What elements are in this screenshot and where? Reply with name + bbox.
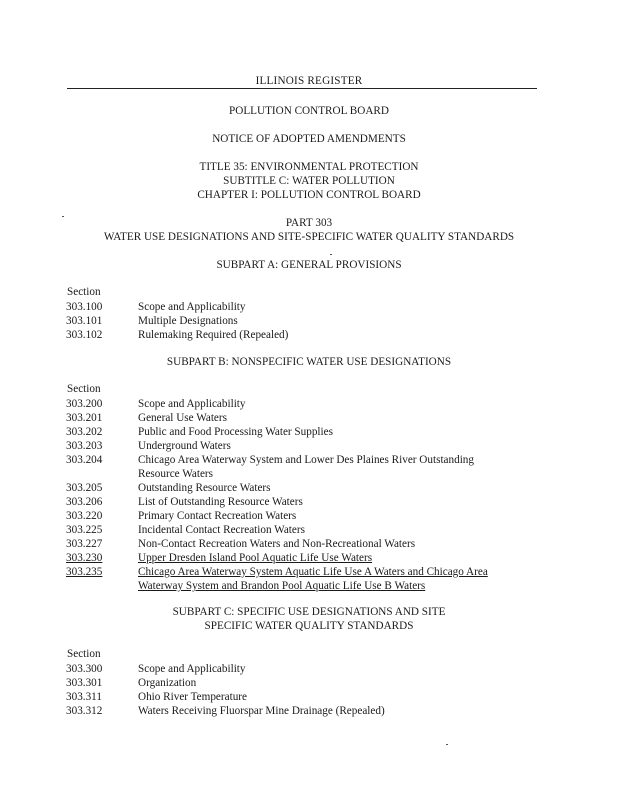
section-number: 303.202 [66,426,103,438]
section-number: 303.100 [66,301,103,313]
section-title: Underground Waters [138,440,231,452]
section-title: Rulemaking Required (Repealed) [138,329,289,341]
section-number: 303.220 [66,510,103,522]
section-title: Public and Food Processing Water Supplies [138,426,333,438]
section-title: Scope and Applicability [138,398,246,410]
section-title: Organization [138,677,197,689]
section-number: 303.206 [66,496,103,508]
subpart-c-heading-line1: SUBPART C: SPECIFIC USE DESIGNATIONS AND SITE [172,606,446,618]
section-number: 303.225 [66,524,103,536]
section-number: 303.312 [66,705,103,717]
part-heading [0,216,618,244]
section-number: 303.301 [66,677,103,689]
scan-speck [62,216,64,217]
section-label: Section [67,648,101,660]
section-title: Incidental Contact Recreation Waters [138,524,305,536]
section-number: 303.200 [66,398,103,410]
subtitle-line: SUBTITLE C: WATER POLLUTION [223,175,395,187]
section-number: 303.203 [66,440,103,452]
section-title: List of Outstanding Resource Waters [138,496,303,508]
part-number: PART 303 [285,217,333,229]
section-number: 303.101 [66,315,103,327]
section-title: Chicago Area Waterway System Aquatic Life Use A Waters and Chicago Area [138,566,488,578]
section-title: Scope and Applicability [138,301,246,313]
section-title: Chicago Area Waterway System and Lower Des Plaines River Outstanding [138,454,474,466]
section-number: 303.311 [66,691,102,703]
section-title: General Use Waters [138,412,227,424]
subpart-a-heading: SUBPART A: GENERAL PROVISIONS [216,259,402,271]
section-number: 303.201 [66,412,103,424]
subpart-c-heading-line2: SPECIFIC WATER QUALITY STANDARDS [204,620,414,632]
section-title: Outstanding Resource Waters [138,482,271,494]
notice-heading: NOTICE OF ADOPTED AMENDMENTS [212,133,406,145]
agency-heading: POLLUTION CONTROL BOARD [229,105,389,117]
section-number: 303.300 [66,663,103,675]
subpart-b-heading: SUBPART B: NONSPECIFIC WATER USE DESIGNATIONS [166,356,452,368]
register-header: ILLINOIS REGISTER [255,75,363,87]
section-number: 303.102 [66,329,103,341]
section-number: 303.227 [66,538,103,550]
section-number: 303.230 [66,552,103,564]
title-line: TITLE 35: ENVIRONMENTAL PROTECTION [199,161,419,173]
section-title-continued: Waterway System and Brandon Pool Aquatic Life Use B Waters [138,580,426,592]
section-number: 303.235 [66,566,103,578]
section-label: Section [67,286,101,298]
chapter-line: CHAPTER I: POLLUTION CONTROL BOARD [197,189,421,201]
section-title-continued: Resource Waters [138,468,214,480]
section-number: 303.205 [66,482,103,494]
header-rule [67,88,537,89]
section-title: Waters Receiving Fluorspar Mine Drainage (Repealed) [138,705,385,717]
section-title: Primary Contact Recreation Waters [138,510,297,522]
section-title: Ohio River Temperature [138,691,247,703]
section-title: Upper Dresden Island Pool Aquatic Life Use Waters [138,552,373,564]
section-title: Multiple Designations [138,315,238,327]
section-label: Section [67,383,101,395]
section-number: 303.204 [66,454,103,466]
section-title: Scope and Applicability [138,663,246,675]
part-name: WATER USE DESIGNATIONS AND SITE-SPECIFIC WATER QUALITY STANDARDS [103,231,515,243]
section-title: Non-Contact Recreation Waters and Non-Recreational Waters [138,538,416,550]
scan-speck [446,744,448,745]
subpart-c-heading [0,605,618,633]
title-block [0,160,618,202]
scan-speck [330,254,332,255]
